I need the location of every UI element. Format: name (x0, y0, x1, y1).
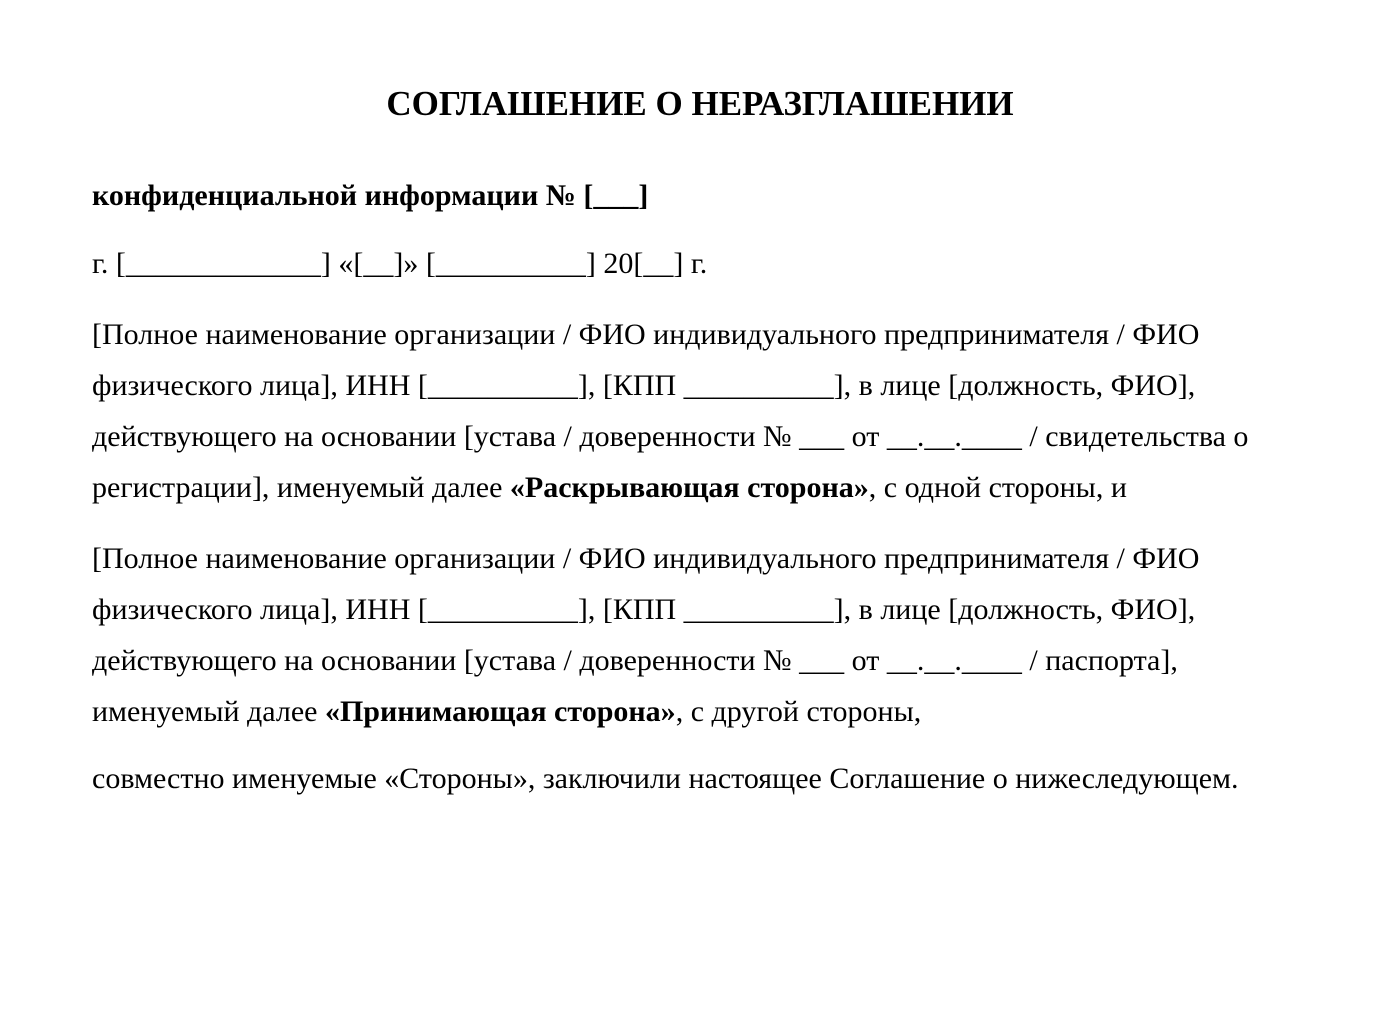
city-date-line: г. [_____________] «[__]» [__________] 20[__] г. (92, 247, 708, 280)
document (92, 78, 1292, 804)
party-paragraph-tail: , с другой стороны, (675, 695, 922, 728)
party-paragraph-text: [Полное наименование организации / ФИО индивидуального предпринимателя / ФИО физического лица], ИНН [__________], [КПП __________], в лице [должность, ФИО], действующего на основании [устава / доверенности № ___ от __.__.____ / паспорта], именуемый далее (92, 542, 1200, 728)
party-role-receiving: «Принимающая сторона» (324, 695, 676, 728)
party-role-disclosing: «Раскрывающая сторона» (509, 471, 869, 504)
party-paragraph-receiving (92, 533, 1292, 737)
closing-paragraph: совместно именуемые «Стороны», заключили настоящее Соглашение о нижеследующем. (92, 762, 1239, 795)
party-paragraph-text: [Полное наименование организации / ФИО индивидуального предпринимателя / ФИО физического лица], ИНН [__________], [КПП __________], в лице [должность, ФИО], действующего на основании [устава / доверенности № ___ от __.__.____ / свидетельства о регистрации], именуемый далее (92, 318, 1249, 504)
document-subtitle: конфиденциальной информации № [___] (92, 179, 649, 212)
party-paragraph-disclosing (92, 309, 1292, 513)
party-paragraph-tail: , с одной стороны, и (868, 471, 1127, 504)
document-title: СОГЛАШЕНИЕ О НЕРАЗГЛАШЕНИИ (386, 84, 1014, 123)
